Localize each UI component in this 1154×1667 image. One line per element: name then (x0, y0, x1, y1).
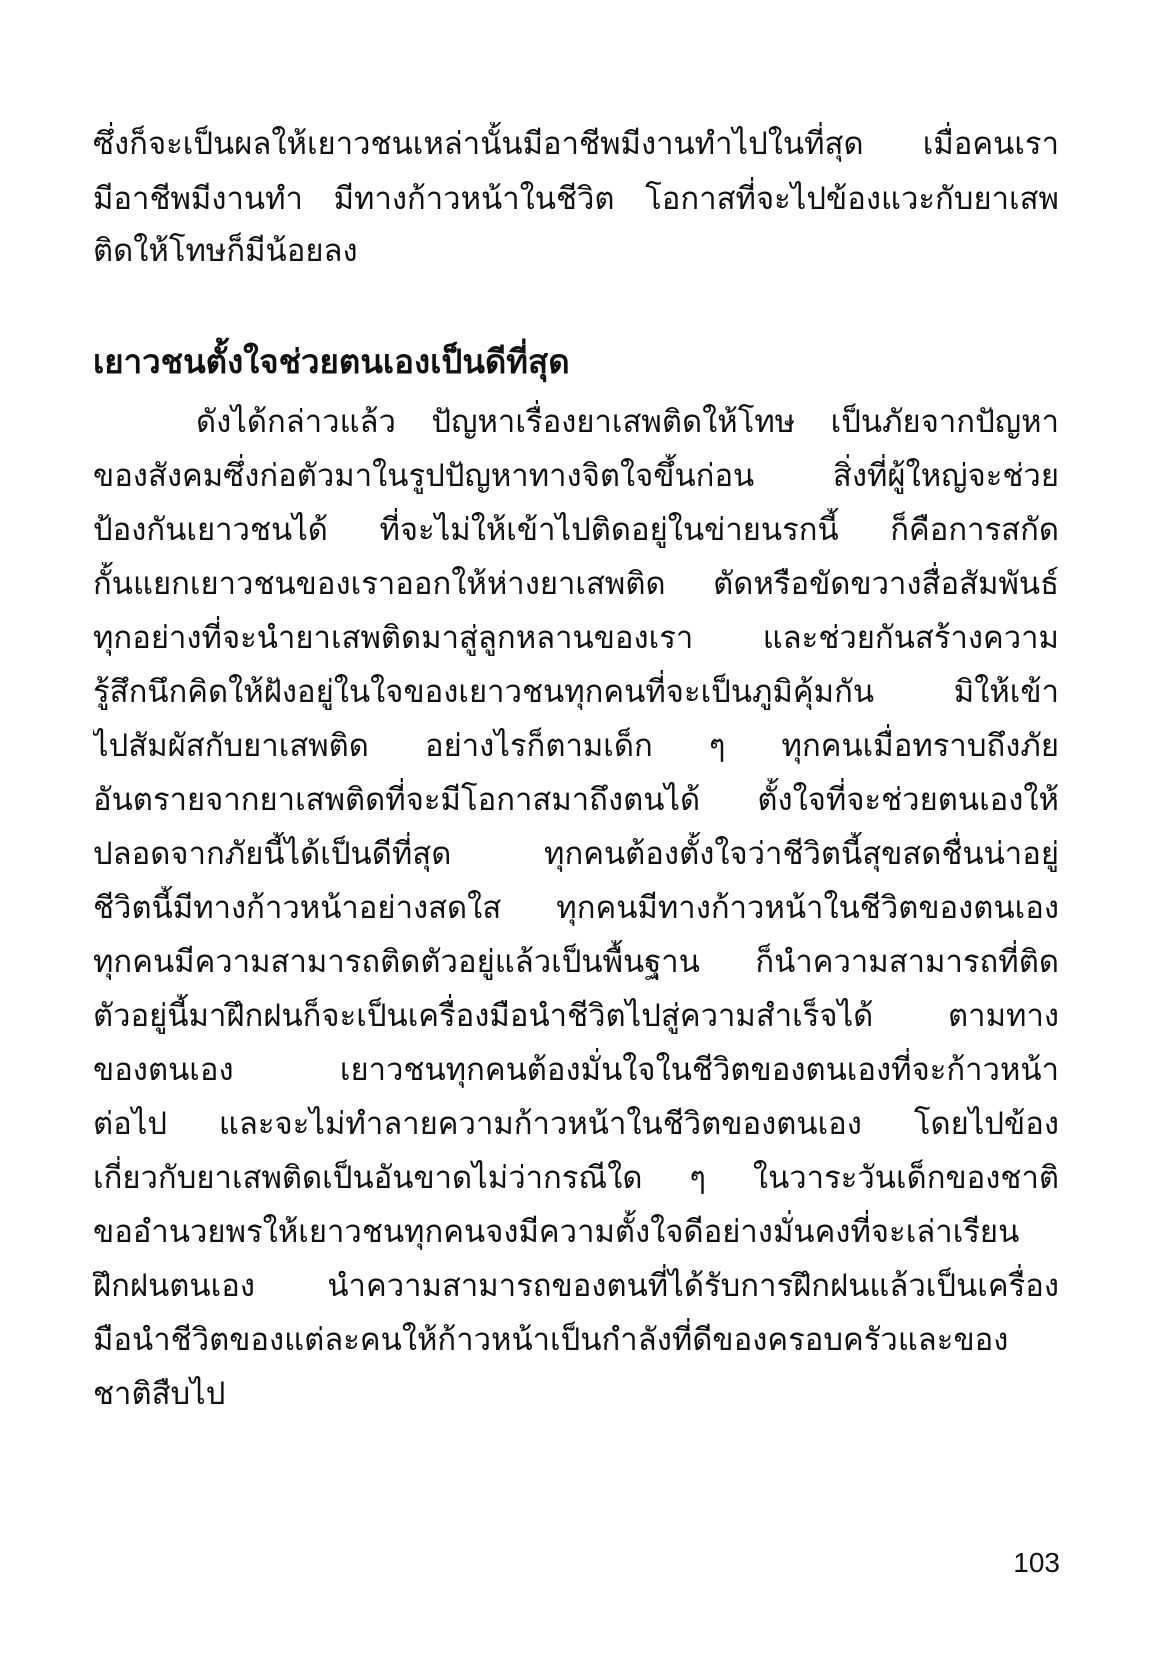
paragraph-line: ตัวอยู่นี้มาฝึกฝนก็จะเป็นเครื่องมือนำชีวิตไปสู่ความสำเร็จได้ ตามทาง (93, 998, 1059, 1034)
paragraph-line: ต่อไป และจะไม่ทำลายความก้าวหน้าในชีวิตของตนเอง โดยไปข้อง (93, 1106, 1059, 1142)
paragraph-line: ทุกอย่างที่จะนำยาเสพติดมาสู่ลูกหลานของเรา และช่วยกันสร้างความ (93, 620, 1059, 656)
paragraph-line: ติดให้โทษก็มีน้อยลง (93, 233, 358, 269)
section-heading: เยาวชนตั้งใจช่วยตนเองเป็นดีที่สุด (93, 342, 570, 381)
paragraph-line: ของตนเอง เยาวชนทุกคนต้องมั่นใจในชีวิตของตนเองที่จะก้าวหน้า (93, 1052, 1059, 1088)
paragraph-line: ดังได้กล่าวแล้ว ปัญหาเรื่องยาเสพติดให้โทษ เป็นภัยจากปัญหา (196, 404, 1059, 440)
paragraph-line: ปลอดจากภัยนี้ได้เป็นดีที่สุด ทุกคนต้องตั้งใจว่าชีวิตนี้สุขสดชื่นน่าอยู่ (93, 836, 1059, 872)
paragraph-line: ชาติสืบไป (93, 1376, 226, 1412)
paragraph-line: ของสังคมซึ่งก่อตัวมาในรูปปัญหาทางจิตใจขึ้นก่อน สิ่งที่ผู้ใหญ่จะช่วย (93, 458, 1059, 494)
paragraph-line: เกี่ยวกับยาเสพติดเป็นอันขาดไม่ว่ากรณีใด ๆ ในวาระวันเด็กของชาติ (93, 1160, 1059, 1196)
paragraph-line: รู้สึกนึกคิดให้ฝังอยู่ในใจของเยาวชนทุกคนที่จะเป็นภูมิคุ้มกัน มิให้เข้า (93, 674, 1059, 710)
paragraph-line: ไปสัมผัสกับยาเสพติด อย่างไรก็ตามเด็ก ๆ ทุกคนเมื่อทราบถึงภัย (93, 728, 1059, 764)
paragraph-line: มือนำชีวิตของแต่ละคนให้ก้าวหน้าเป็นกำลังที่ดีของครอบครัวและของ (93, 1322, 1009, 1358)
page-number: 103 (1013, 1547, 1060, 1578)
paragraph-line: ซึ่งก็จะเป็นผลให้เยาวชนเหล่านั้นมีอาชีพมีงานทำไปในที่สุด เมื่อคนเรา (93, 126, 1059, 162)
paragraph-line: ชีวิตนี้มีทางก้าวหน้าอย่างสดใส ทุกคนมีทางก้าวหน้าในชีวิตของตนเอง (93, 890, 1059, 926)
paragraph-line: ทุกคนมีความสามารถติดตัวอยู่แล้วเป็นพื้นฐาน ก็นำความสามารถที่ติด (93, 944, 1059, 980)
paragraph-line: ฝึกฝนตนเอง นำความสามารถของตนที่ได้รับการฝึกฝนแล้วเป็นเครื่อง (93, 1268, 1059, 1304)
paragraph-line: อันตรายจากยาเสพติดที่จะมีโอกาสมาถึงตนได้ ตั้งใจที่จะช่วยตนเองให้ (93, 782, 1059, 818)
paragraph-line: มีอาชีพมีงานทำ มีทางก้าวหน้าในชีวิต โอกาสที่จะไปข้องแวะกับยาเสพ (93, 181, 1059, 217)
paragraph-line: ป้องกันเยาวชนได้ ที่จะไม่ให้เข้าไปติดอยู่ในข่ายนรกนี้ ก็คือการสกัด (93, 512, 1059, 548)
paragraph-line: กั้นแยกเยาวชนของเราออกให้ห่างยาเสพติด ตัดหรือขัดขวางสื่อสัมพันธ์ (93, 566, 1059, 602)
paragraph-line: ขออำนวยพรให้เยาวชนทุกคนจงมีความตั้งใจดีอย่างมั่นคงที่จะเล่าเรียน (93, 1214, 1020, 1250)
